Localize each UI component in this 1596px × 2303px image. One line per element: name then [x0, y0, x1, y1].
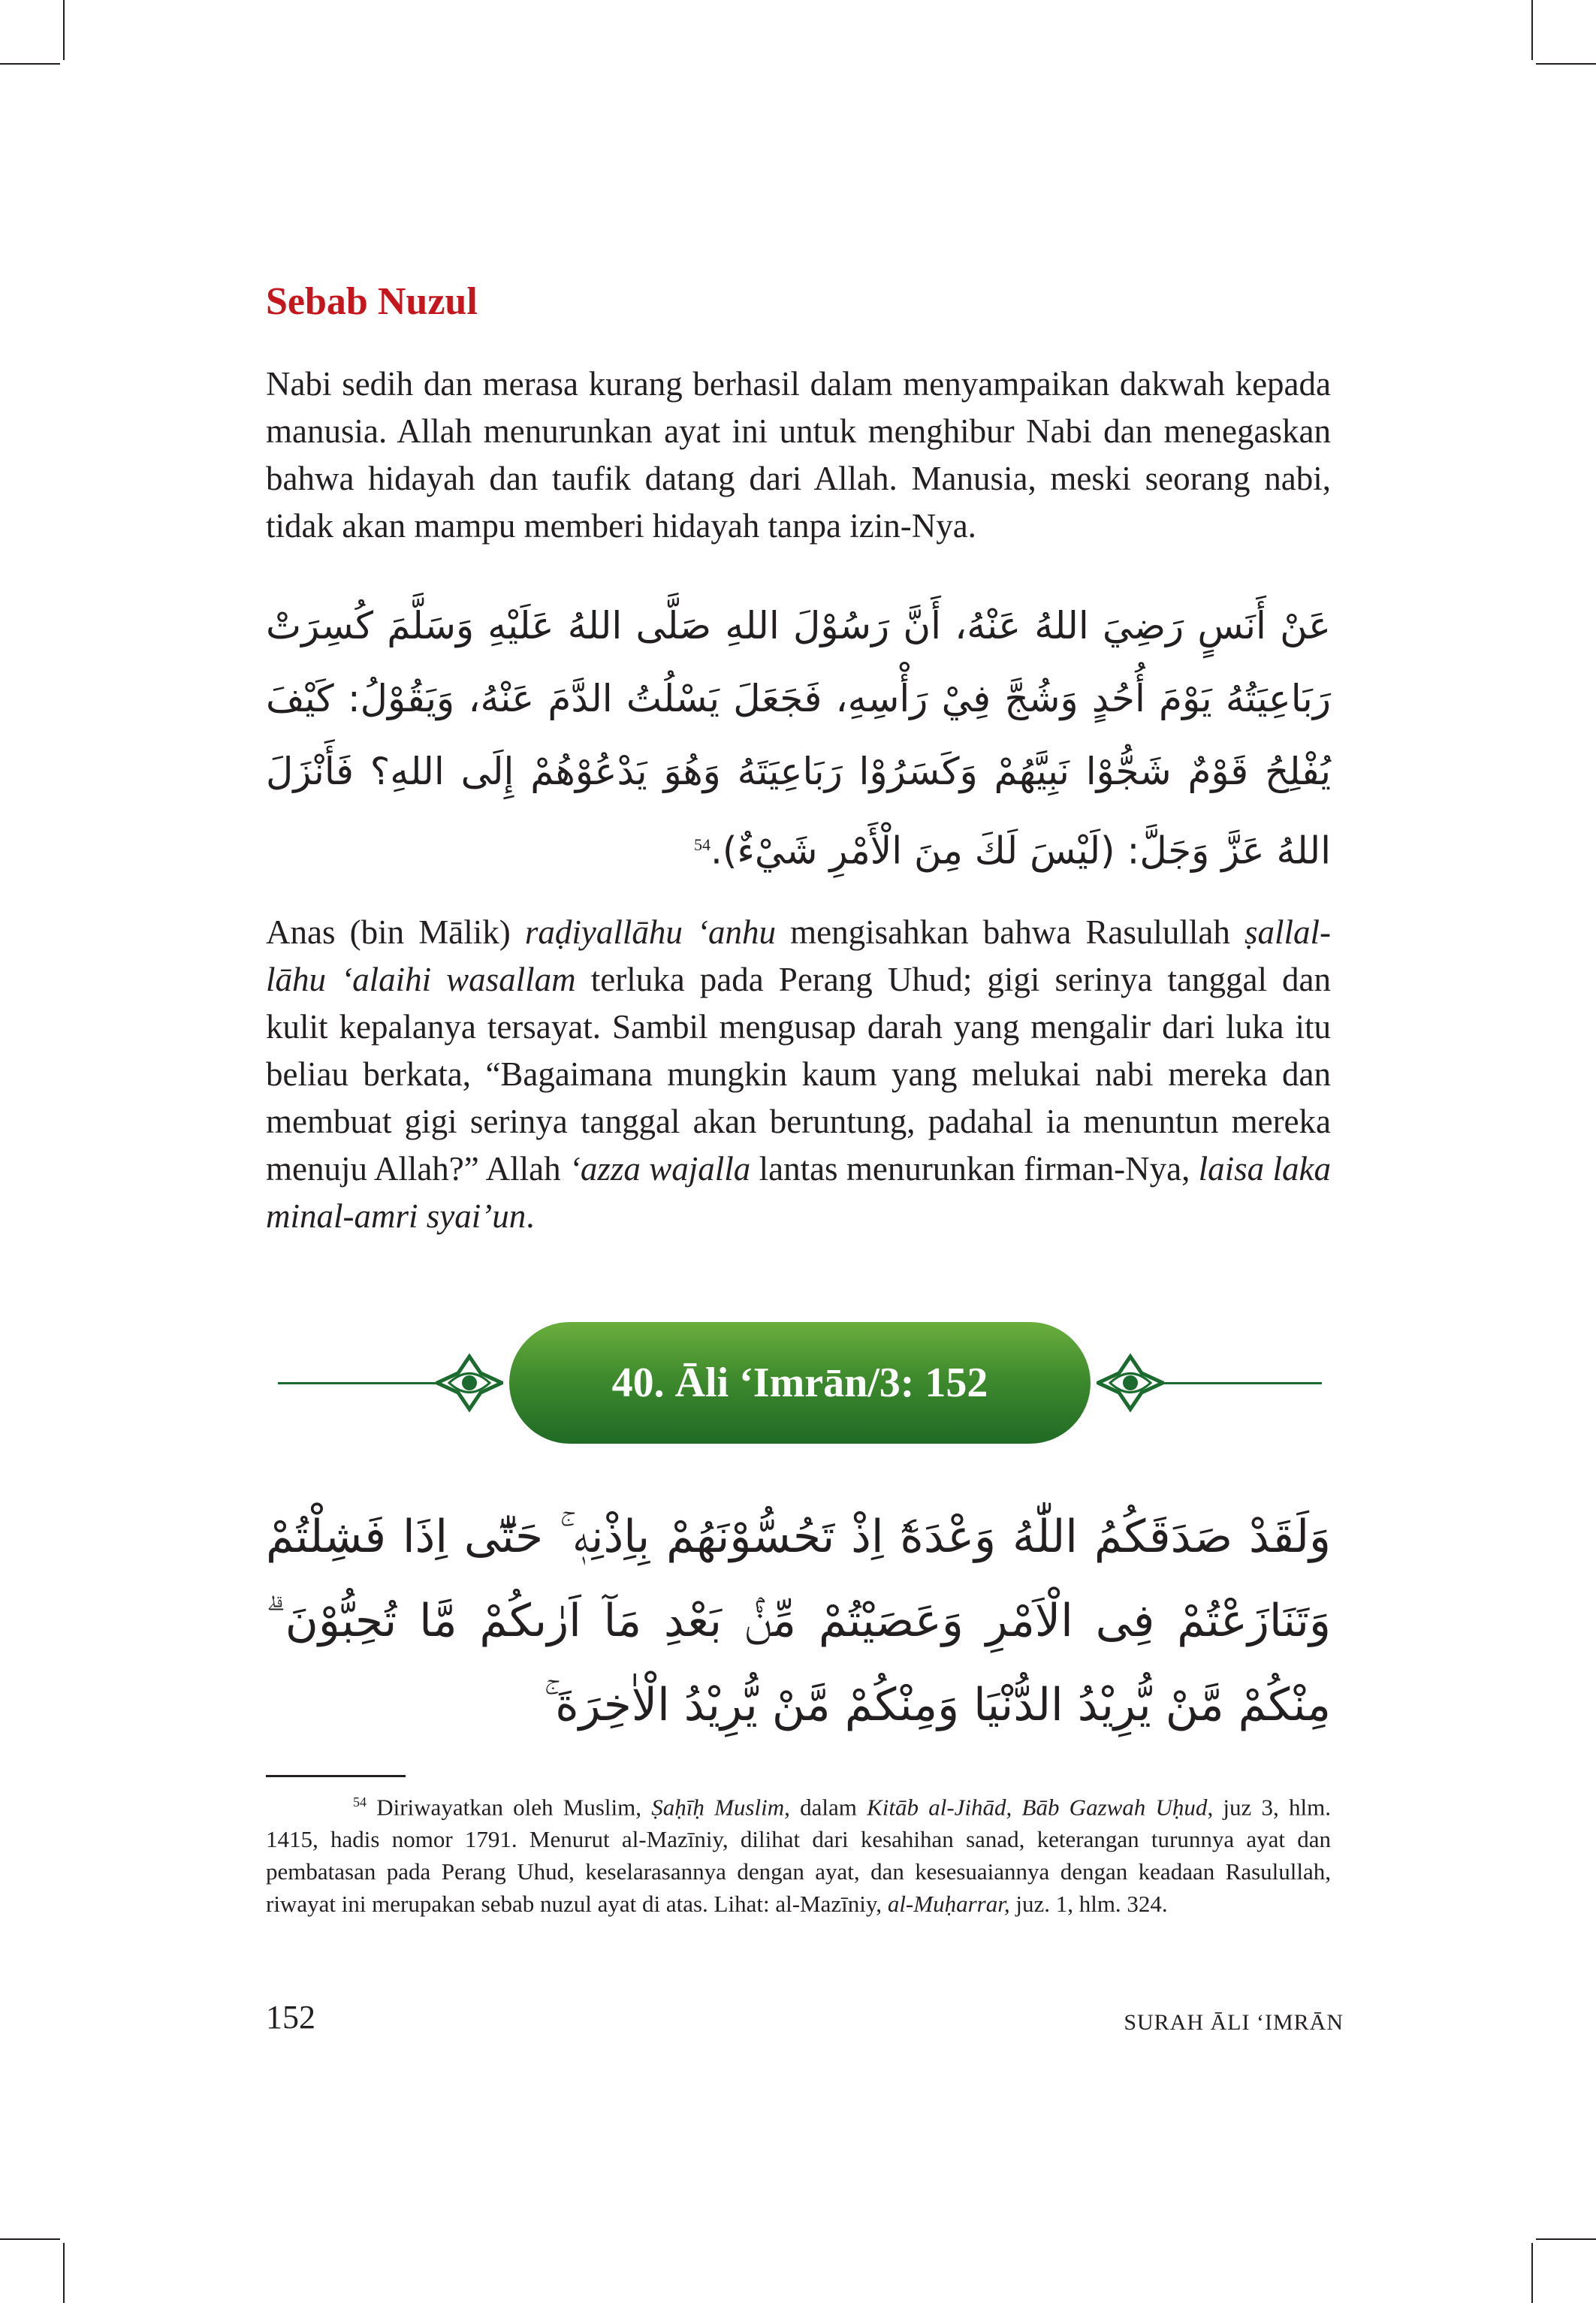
banner-rule-right [1164, 1382, 1322, 1384]
italic-run: laisa laka minal-amri syai’un [266, 1150, 1331, 1235]
text-run: , juz 3, hlm. 1415, hadis nomor 1791. Menurut al-Mazīniy, dilihat dari kesahihan sanad, keterangan turunnya ayat dan pembatasan pada Perang Uhud, keselarasannya dengan ayat, dan kesesuaiannya dengan keadaan Rasulullah, riwayat ini merupakan sebab nuzul ayat di atas. Lihat: al-Mazīniy, [266, 1794, 1331, 1918]
text-run: , dalam [784, 1794, 867, 1821]
crop-mark [1531, 0, 1533, 60]
crop-mark [63, 0, 65, 60]
page-number: 152 [266, 1999, 315, 2036]
footnote-number: 54 [353, 1794, 367, 1810]
italic-run: al-Muḥarrar, [887, 1891, 1010, 1918]
footnote-divider [266, 1775, 406, 1777]
crop-mark [1536, 63, 1596, 65]
verse-reference-label: 40. Āli ‘Imrān/3: 152 [509, 1322, 1091, 1444]
crop-mark [1536, 2238, 1596, 2240]
crop-mark [63, 2243, 65, 2303]
ornament-right-icon [1097, 1351, 1164, 1415]
text-run: terluka pada Perang Uhud; gigi serinya tanggal dan kulit kepalanya tersayat. Sambil mengusap darah yang mengalir dari luka itu beliau berkata, “Bagaimana mungkin kaum yang melukai nabi mereka dan membuat gigi serinya tanggal akan beruntung, padahal ia menuntun mereka menuju Allah?” Allah [266, 961, 1332, 1188]
hadith-translation-paragraph [266, 909, 1331, 1240]
hadith-text: عَنْ أَنَسٍ رَضِيَ اللهُ عَنْهُ، أَنَّ رَسُوْلَ اللهِ صَلَّى اللهُ عَلَيْهِ وَسَلَّمَ كُسِرَتْ رَبَاعِيَتُهُ يَوْمَ أُحُدٍ وَشُجَّ فِيْ رَأْسِهِ، فَجَعَلَ يَسْلُتُ الدَّمَ عَنْهُ، وَيَقُوْلُ: كَيْفَ يُفْلِحُ قَوْمٌ شَجُّوْا نَبِيَّهُمْ وَكَسَرُوْا رَبَاعِيَتَهُ وَهُوَ يَدْعُوْهُمْ إِلَى اللهِ؟ فَأَنْزَلَ اللهُ عَزَّ وَجَلَّ: (لَيْسَ لَكَ مِنَ الْأَمْرِ شَيْءٌ). [266, 604, 1331, 873]
banner-rule-left [278, 1382, 436, 1384]
crop-mark [0, 2238, 60, 2240]
italic-run: ṣallal-lāhu ‘alaihi wasallam [266, 913, 1331, 998]
section-heading: Sebab Nuzul [266, 280, 478, 323]
footnote-ref: 54 [694, 835, 711, 854]
text-run: juz. 1, hlm. 324. [1009, 1891, 1168, 1918]
text-run: Diriwayatkan oleh Muslim, [367, 1794, 652, 1821]
text-run: Anas (bin Mālik) [266, 913, 525, 951]
crop-mark [1531, 2243, 1533, 2303]
running-head: SURAH ĀLI ‘IMRĀN [1124, 2010, 1344, 2035]
quran-verse-text: وَلَقَدْ صَدَقَكُمُ اللّٰهُ وَعْدَهٗٓ اِذْ تَحُسُّوْنَهُمْ بِاِذْنِهٖ ۚ حَتّٰٓى اِذَا فَشِلْتُمْ وَتَنَازَعْتُمْ فِى الْاَمْرِ وَعَصَيْتُمْ مِّنْۢ بَعْدِ مَآ اَرٰىكُمْ مَّا تُحِبُّوْنَ ۗ مِنْكُمْ مَّنْ يُّرِيْدُ الدُّنْيَا وَمِنْكُمْ مَّنْ يُّرِيْدُ الْاٰخِرَةَ ۚ [266, 1511, 1331, 1731]
italic-run: ‘azza wajalla [569, 1150, 751, 1188]
crop-mark [0, 63, 60, 65]
text-run: lantas menurunkan firman-Nya, [750, 1150, 1199, 1188]
italic-run: Ṣaḥīḥ Muslim [651, 1794, 785, 1821]
italic-run: raḍiyallāhu ‘anhu [524, 913, 777, 951]
ornament-left-icon [436, 1351, 503, 1415]
intro-paragraph: Nabi sedih dan merasa kurang berhasil dalam menyampaikan dakwah kepada manusia. Allah menurunkan ayat ini untuk menghibur Nabi dan menegaskan bahwa hidayah dan taufik datang dari Allah. Manusia, meski seorang nabi, tidak akan mampu memberi hidayah tanpa izin-Nya. [266, 365, 1331, 545]
hadith-arabic-text [266, 590, 1331, 888]
footnote [266, 1786, 1331, 1920]
italic-run: Kitāb al-Jihād, Bāb Gazwah Uḥud [867, 1794, 1208, 1821]
verse-banner [278, 1322, 1322, 1444]
text-run: . [526, 1197, 535, 1235]
text-run: mengisahkan bahwa Rasulullah [776, 913, 1245, 951]
